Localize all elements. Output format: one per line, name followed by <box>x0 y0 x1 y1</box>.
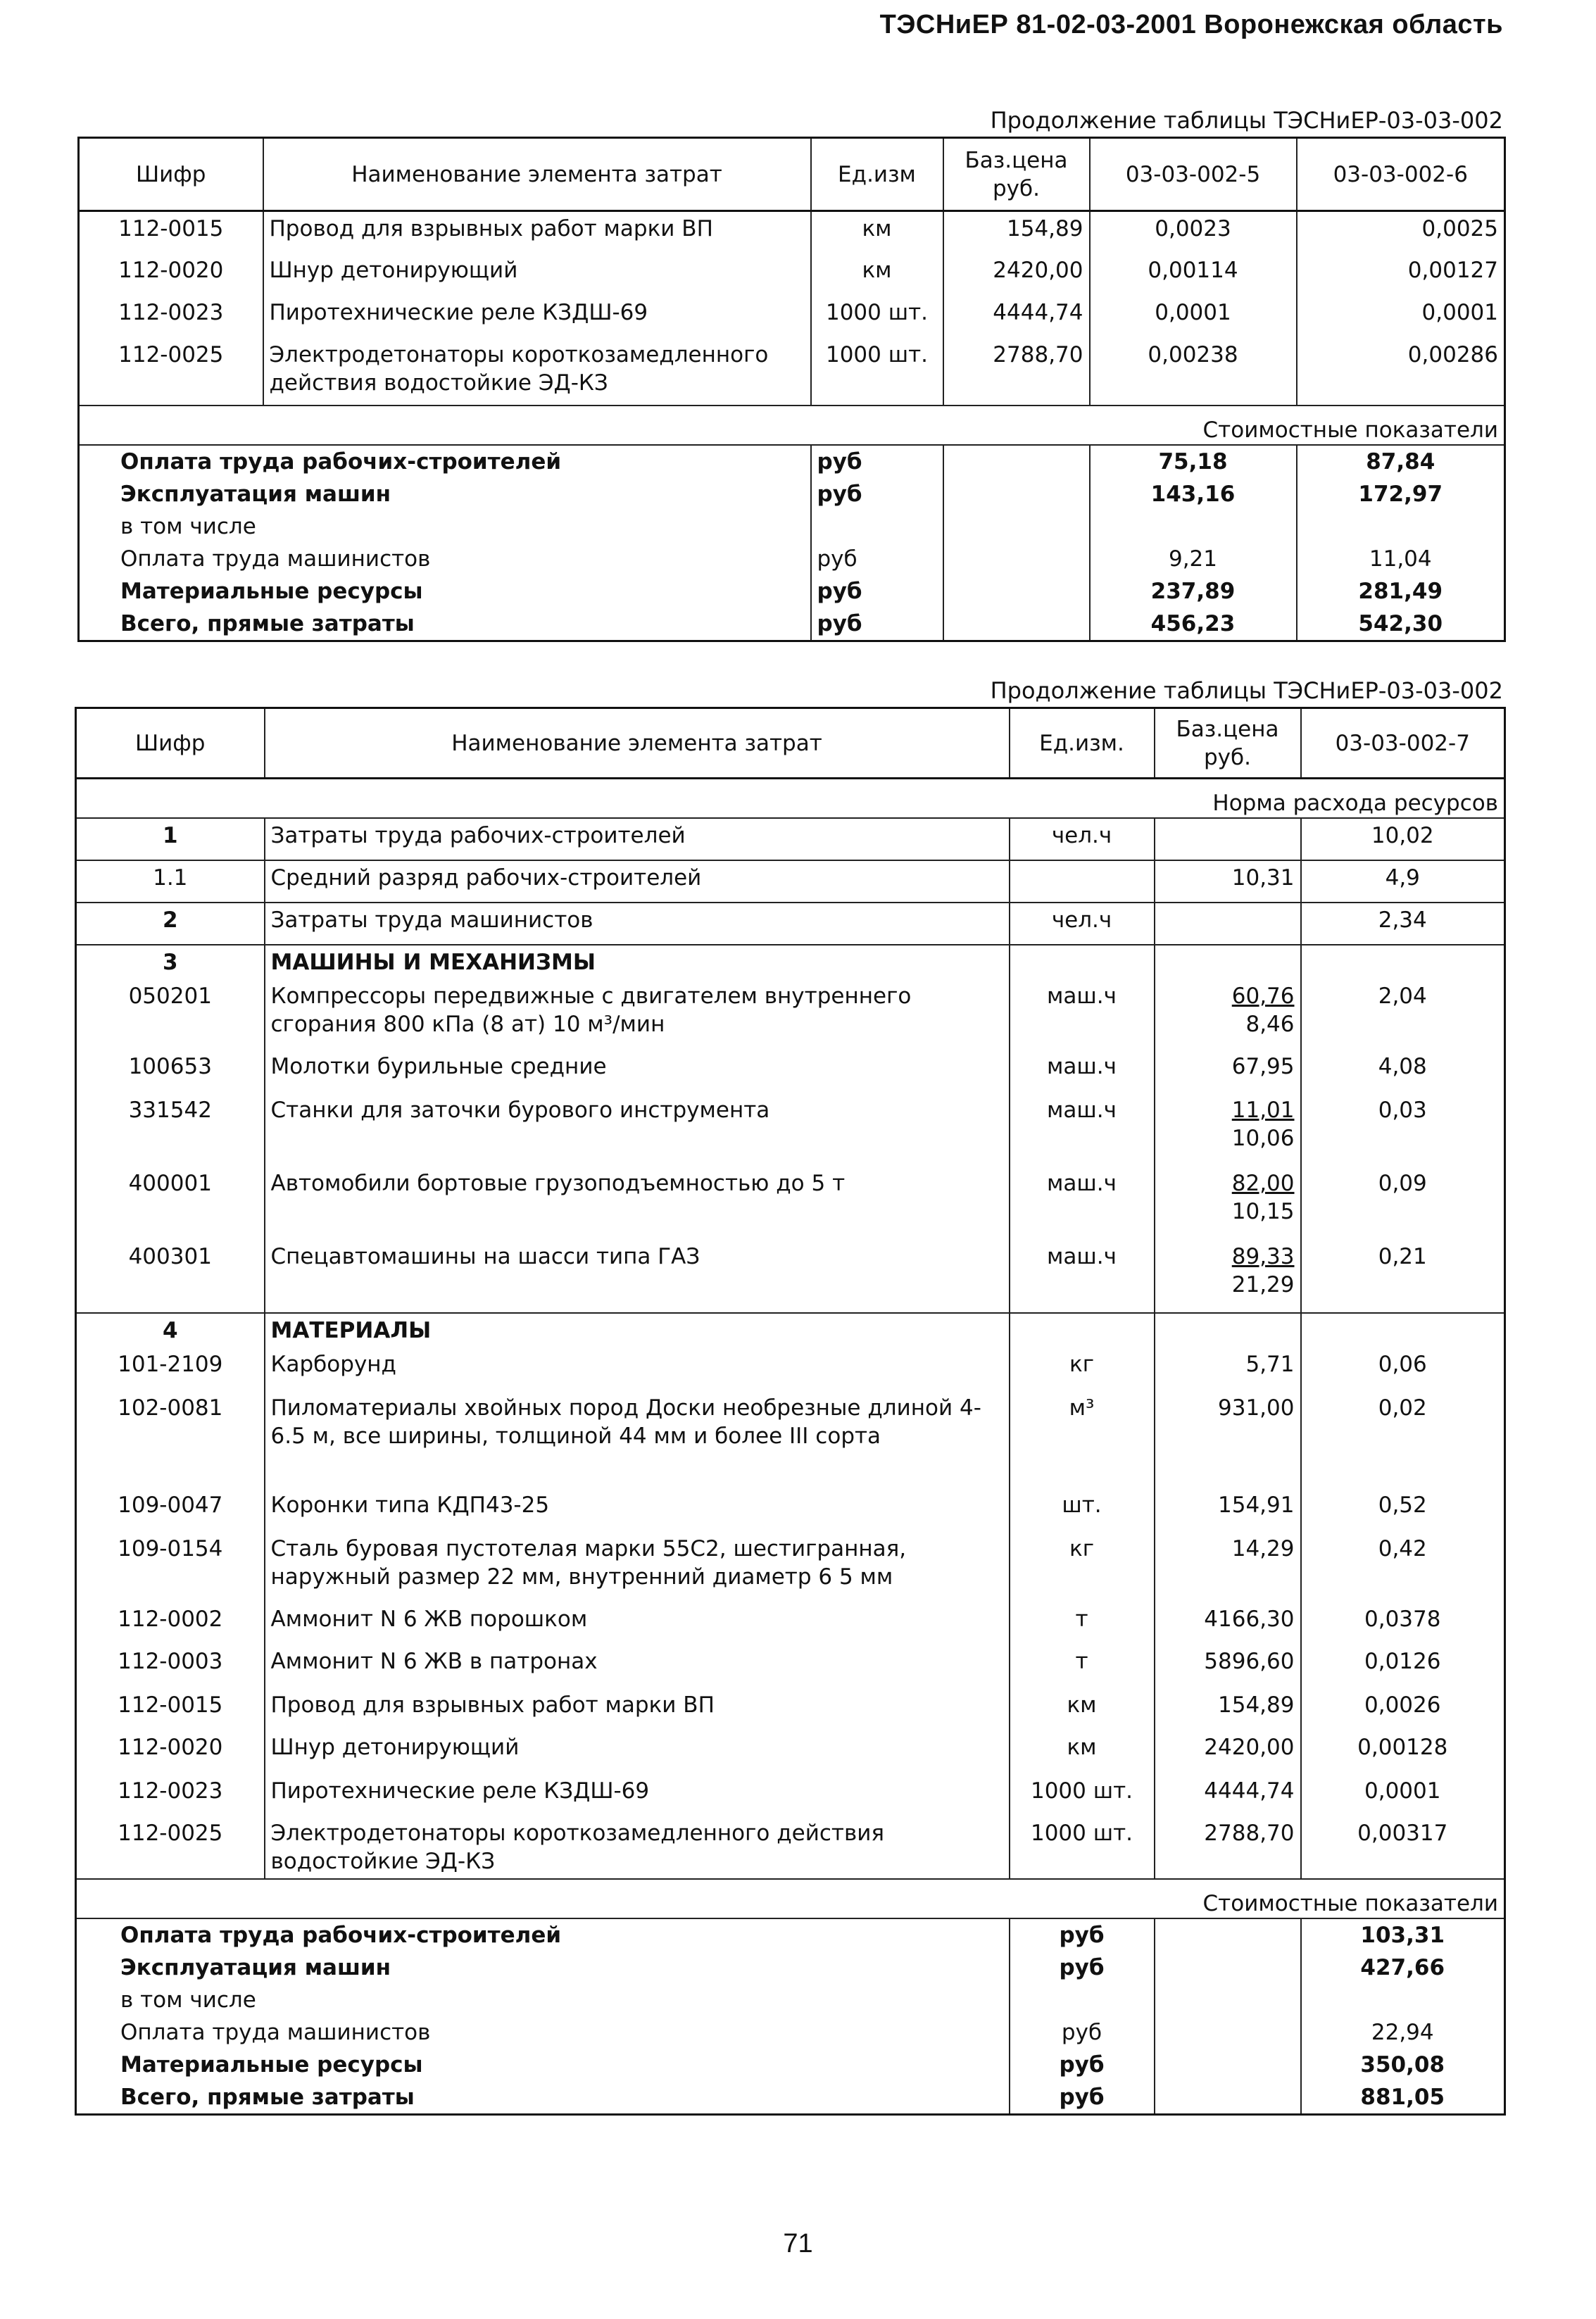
row-unit: т <box>1010 1602 1155 1645</box>
row-price <box>1155 903 1301 945</box>
table-row <box>76 1347 1505 1391</box>
row-unit: чел.ч <box>1010 903 1155 945</box>
row-unit: км <box>811 253 943 296</box>
row-unit: маш.ч <box>1010 1240 1155 1313</box>
row-name: Электродетонаторы короткозамедленного действия водостойкие ЭД-КЗ <box>265 1816 1010 1879</box>
summary-row <box>79 575 1505 608</box>
table1-section-row <box>79 406 1505 445</box>
summary-value-7: 22,94 <box>1301 2016 1505 2049</box>
materials-heading-row <box>76 1313 1505 1347</box>
row-unit: маш.ч <box>1010 1167 1155 1240</box>
table2-norm-section-label: Норма расхода ресурсов <box>76 779 1505 819</box>
row-unit <box>1010 860 1155 903</box>
summary-unit: руб <box>1010 1952 1155 1984</box>
row-code: 112-0002 <box>76 1602 265 1645</box>
row-name: Затраты труда рабочих-строителей <box>265 818 1010 860</box>
summary-value-6: 172,97 <box>1297 478 1505 510</box>
summary-unit <box>811 510 943 543</box>
row-name: Шнур детонирующий <box>265 1730 1010 1774</box>
table2-norm-section-row <box>76 779 1505 819</box>
row-value-7: 0,0378 <box>1301 1602 1505 1645</box>
row-value-6: 0,0025 <box>1297 211 1505 253</box>
row-name: Провод для взрывных работ марки ВП <box>265 1688 1010 1730</box>
table2-materials <box>76 1347 1505 1879</box>
row-name: Пиротехнические реле КЗДШ-69 <box>265 1774 1010 1816</box>
row-code: 112-0015 <box>76 1688 265 1730</box>
row-name: Шнур детонирующий <box>263 253 811 296</box>
table-row <box>79 338 1505 406</box>
row-name: Коронки типа КДП43-25 <box>265 1488 1010 1532</box>
row-code: 1 <box>76 818 265 860</box>
row-unit: маш.ч <box>1010 979 1155 1050</box>
row-code: 100653 <box>76 1050 265 1093</box>
row-code: 331542 <box>76 1093 265 1167</box>
table-row <box>76 1391 1505 1488</box>
table2-caption: Продолжение таблицы ТЭСНиЕР-03-03-002 <box>990 677 1503 704</box>
summary-empty <box>1155 1984 1301 2016</box>
summary-row <box>76 2049 1505 2081</box>
col-header-norm-7: 03-03-002-7 <box>1301 708 1505 779</box>
table2-labor <box>76 818 1505 945</box>
summary-label: Материальные ресурсы <box>79 575 811 608</box>
row-price: 10,31 <box>1155 860 1301 903</box>
summary-empty <box>943 445 1090 478</box>
row-unit: 1000 шт. <box>1010 1816 1155 1879</box>
row-name: Пиротехнические реле КЗДШ-69 <box>263 296 811 338</box>
summary-unit: руб <box>1010 2016 1155 2049</box>
table-row <box>76 1488 1505 1532</box>
table-row <box>76 1688 1505 1730</box>
row-price: 5,71 <box>1155 1347 1301 1391</box>
table-row <box>76 1050 1505 1093</box>
row-name: Спецавтомашины на шасси типа ГАЗ <box>265 1240 1010 1313</box>
table2-header-row <box>76 708 1505 779</box>
price-secondary-value: 21,29 <box>1231 1272 1295 1297</box>
summary-row <box>76 1952 1505 1984</box>
row-value-7: 0,00128 <box>1301 1730 1505 1774</box>
summary-empty <box>943 608 1090 641</box>
row-price: 2788,70 <box>943 338 1090 406</box>
row-name: Провод для взрывных работ марки ВП <box>263 211 811 253</box>
col-header-norm-5: 03-03-002-5 <box>1090 138 1297 211</box>
summary-value-5: 143,16 <box>1090 478 1297 510</box>
document-header: ТЭСНиЕР 81-02-03-2001 Воронежская область <box>879 10 1503 39</box>
table-row <box>76 1240 1505 1313</box>
table2 <box>75 707 1506 2116</box>
row-value-7: 0,09 <box>1301 1167 1505 1240</box>
row-unit: шт. <box>1010 1488 1155 1532</box>
table-row <box>76 1167 1505 1240</box>
row-unit: 1000 шт. <box>1010 1774 1155 1816</box>
summary-unit: руб <box>1010 2081 1155 2115</box>
summary-empty <box>943 510 1090 543</box>
summary-value-7: 350,08 <box>1301 2049 1505 2081</box>
summary-label: Оплата труда машинистов <box>79 543 811 575</box>
row-name: Автомобили бортовые грузоподъемностью до 5 т <box>265 1167 1010 1240</box>
row-value-7: 2,04 <box>1301 979 1505 1050</box>
summary-label: Оплата труда машинистов <box>76 2016 1010 2049</box>
row-value-7: 0,02 <box>1301 1391 1505 1488</box>
row-name: Молотки бурильные средние <box>265 1050 1010 1093</box>
price-secondary-value: 8,46 <box>1245 1012 1295 1037</box>
row-code: 400301 <box>76 1240 265 1313</box>
row-value-7: 0,0001 <box>1301 1774 1505 1816</box>
table-row <box>76 979 1505 1050</box>
row-price: 154,89 <box>943 211 1090 253</box>
row-name: Аммонит N 6 ЖВ в патронах <box>265 1645 1010 1688</box>
row-value-5: 0,00114 <box>1090 253 1297 296</box>
table1-section-label: Стоимостные показатели <box>79 406 1505 445</box>
row-value-5: 0,0023 <box>1090 211 1297 253</box>
row-price <box>1155 818 1301 860</box>
row-code: 112-0003 <box>76 1645 265 1688</box>
summary-unit: руб <box>811 478 943 510</box>
row-name: Затраты труда машинистов <box>265 903 1010 945</box>
summary-value-7 <box>1301 1984 1505 2016</box>
summary-row <box>76 2081 1505 2115</box>
table1-summary <box>79 445 1505 641</box>
row-value-6: 0,00127 <box>1297 253 1505 296</box>
summary-value-6: 87,84 <box>1297 445 1505 478</box>
price-value: 60,76 <box>1231 983 1295 1009</box>
summary-label: в том числе <box>76 1984 1010 2016</box>
table-row <box>79 296 1505 338</box>
col-header-price: Баз.цена руб. <box>1155 708 1301 779</box>
row-value-7: 10,02 <box>1301 818 1505 860</box>
row-code: 050201 <box>76 979 265 1050</box>
row-unit: 1000 шт. <box>811 338 943 406</box>
table2-summary <box>76 1918 1505 2115</box>
row-name: Сталь буровая пустотелая марки 55С2, шестигранная, наружный размер 22 мм, внутренний диаметр 6 5 мм <box>265 1532 1010 1602</box>
table1-caption: Продолжение таблицы ТЭСНиЕР-03-03-002 <box>990 107 1503 134</box>
row-value-7: 4,9 <box>1301 860 1505 903</box>
summary-label: Материальные ресурсы <box>76 2049 1010 2081</box>
row-price: 2420,00 <box>943 253 1090 296</box>
summary-row <box>79 608 1505 641</box>
row-price: 4444,74 <box>1155 1774 1301 1816</box>
summary-value-5: 237,89 <box>1090 575 1297 608</box>
row-price: 2788,70 <box>1155 1816 1301 1879</box>
summary-empty <box>943 575 1090 608</box>
summary-value-5: 9,21 <box>1090 543 1297 575</box>
summary-unit: руб <box>811 543 943 575</box>
table-row <box>76 1532 1505 1602</box>
summary-label: Оплата труда рабочих-строителей <box>76 1918 1010 1952</box>
col-header-norm-6: 03-03-002-6 <box>1297 138 1505 211</box>
materials-code: 4 <box>76 1313 265 1347</box>
row-code: 112-0020 <box>79 253 263 296</box>
summary-value-5: 456,23 <box>1090 608 1297 641</box>
machines-title: МАШИНЫ И МЕХАНИЗМЫ <box>265 945 1010 979</box>
row-value-6: 0,00286 <box>1297 338 1505 406</box>
table-row <box>76 860 1505 903</box>
summary-row <box>76 2016 1505 2049</box>
summary-row <box>79 445 1505 478</box>
summary-unit <box>1010 1984 1155 2016</box>
row-code: 112-0020 <box>76 1730 265 1774</box>
summary-value-5 <box>1090 510 1297 543</box>
row-value-7: 0,06 <box>1301 1347 1505 1391</box>
price-secondary-value: 10,15 <box>1231 1199 1295 1224</box>
table-row <box>76 1730 1505 1774</box>
row-code: 112-0025 <box>79 338 263 406</box>
row-value-7: 0,52 <box>1301 1488 1505 1532</box>
row-value-7: 0,0026 <box>1301 1688 1505 1730</box>
row-unit: т <box>1010 1645 1155 1688</box>
summary-label: Оплата труда рабочих-строителей <box>79 445 811 478</box>
summary-label: Всего, прямые затраты <box>79 608 811 641</box>
summary-label: Всего, прямые затраты <box>76 2081 1010 2115</box>
row-price <box>1155 979 1301 1050</box>
row-unit: м³ <box>1010 1391 1155 1488</box>
col-header-unit: Ед.изм <box>811 138 943 211</box>
table-row <box>79 253 1505 296</box>
row-code: 101-2109 <box>76 1347 265 1391</box>
row-unit: кг <box>1010 1532 1155 1602</box>
row-code: 109-0154 <box>76 1532 265 1602</box>
row-value-5: 0,0001 <box>1090 296 1297 338</box>
summary-label: Эксплуатация машин <box>76 1952 1010 1984</box>
row-price: 4166,30 <box>1155 1602 1301 1645</box>
summary-value-6: 542,30 <box>1297 608 1505 641</box>
summary-label: Эксплуатация машин <box>79 478 811 510</box>
row-name: Пиломатериалы хвойных пород Доски необрезные длиной 4-6.5 м, все ширины, толщиной 44 мм и более III сорта <box>265 1391 1010 1488</box>
col-header-code: Шифр <box>79 138 263 211</box>
row-price: 14,29 <box>1155 1532 1301 1602</box>
price-value: 11,01 <box>1231 1098 1295 1123</box>
summary-value-6: 281,49 <box>1297 575 1505 608</box>
summary-value-6: 11,04 <box>1297 543 1505 575</box>
price-value: 67,95 <box>1231 1054 1295 1079</box>
summary-row <box>79 510 1505 543</box>
summary-unit: руб <box>811 608 943 641</box>
table-row <box>76 1093 1505 1167</box>
table-row <box>76 1774 1505 1816</box>
row-value-7: 4,08 <box>1301 1050 1505 1093</box>
col-header-name: Наименование элемента затрат <box>265 708 1010 779</box>
summary-value-5: 75,18 <box>1090 445 1297 478</box>
row-price <box>1155 1093 1301 1167</box>
row-value-6: 0,0001 <box>1297 296 1505 338</box>
table-row <box>76 1816 1505 1879</box>
row-price: 154,91 <box>1155 1488 1301 1532</box>
row-code: 112-0015 <box>79 211 263 253</box>
row-name: Карборунд <box>265 1347 1010 1391</box>
row-price: 4444,74 <box>943 296 1090 338</box>
table2-section-label: Стоимостные показатели <box>76 1879 1505 1918</box>
summary-unit: руб <box>1010 2049 1155 2081</box>
summary-empty <box>1155 1952 1301 1984</box>
summary-row <box>79 478 1505 510</box>
price-value: 89,33 <box>1231 1244 1295 1269</box>
summary-empty <box>1155 2016 1301 2049</box>
summary-row <box>76 1984 1505 2016</box>
row-code: 1.1 <box>76 860 265 903</box>
summary-empty <box>1155 1918 1301 1952</box>
price-secondary-value: 10,06 <box>1231 1126 1295 1151</box>
row-code: 112-0023 <box>76 1774 265 1816</box>
row-name: Средний разряд рабочих-строителей <box>265 860 1010 903</box>
row-price: 931,00 <box>1155 1391 1301 1488</box>
summary-unit: руб <box>811 575 943 608</box>
table-row <box>79 211 1505 253</box>
summary-empty <box>1155 2081 1301 2115</box>
page-number: 71 <box>783 2229 813 2258</box>
summary-unit: руб <box>1010 1918 1155 1952</box>
row-code: 102-0081 <box>76 1391 265 1488</box>
price-value: 82,00 <box>1231 1171 1295 1196</box>
summary-empty <box>1155 2049 1301 2081</box>
row-value-7: 0,03 <box>1301 1093 1505 1167</box>
row-unit: 1000 шт. <box>811 296 943 338</box>
summary-value-6 <box>1297 510 1505 543</box>
row-value-7: 0,21 <box>1301 1240 1505 1313</box>
summary-value-7: 103,31 <box>1301 1918 1505 1952</box>
row-name: Электродетонаторы короткозамедленного действия водостойкие ЭД-КЗ <box>263 338 811 406</box>
row-price <box>1155 1050 1301 1093</box>
row-value-7: 0,00317 <box>1301 1816 1505 1879</box>
table-row <box>76 818 1505 860</box>
row-name: Компрессоры передвижные с двигателем внутреннего сгорания 800 кПа (8 ат) 10 м³/мин <box>265 979 1010 1050</box>
summary-label: в том числе <box>79 510 811 543</box>
table-row <box>76 903 1505 945</box>
machines-code: 3 <box>76 945 265 979</box>
row-price <box>1155 1240 1301 1313</box>
summary-value-7: 881,05 <box>1301 2081 1505 2115</box>
col-header-unit: Ед.изм. <box>1010 708 1155 779</box>
col-header-price: Баз.цена руб. <box>943 138 1090 211</box>
table1-header-row <box>79 138 1505 211</box>
summary-unit: руб <box>811 445 943 478</box>
row-price <box>1155 1167 1301 1240</box>
materials-title: МАТЕРИАЛЫ <box>265 1313 1010 1347</box>
row-code: 112-0023 <box>79 296 263 338</box>
row-value-7: 0,0126 <box>1301 1645 1505 1688</box>
summary-row <box>76 1918 1505 1952</box>
row-value-7: 2,34 <box>1301 903 1505 945</box>
summary-row <box>79 543 1505 575</box>
table1 <box>77 137 1506 642</box>
row-code: 2 <box>76 903 265 945</box>
row-value-5: 0,00238 <box>1090 338 1297 406</box>
summary-empty <box>943 478 1090 510</box>
row-unit: км <box>811 211 943 253</box>
row-unit: кг <box>1010 1347 1155 1391</box>
row-price: 2420,00 <box>1155 1730 1301 1774</box>
row-unit: маш.ч <box>1010 1050 1155 1093</box>
row-name: Аммонит N 6 ЖВ порошком <box>265 1602 1010 1645</box>
summary-empty <box>943 543 1090 575</box>
row-unit: чел.ч <box>1010 818 1155 860</box>
row-unit: км <box>1010 1688 1155 1730</box>
machines-heading-row <box>76 945 1505 979</box>
row-unit: маш.ч <box>1010 1093 1155 1167</box>
table-row <box>76 1602 1505 1645</box>
table-row <box>76 1645 1505 1688</box>
row-unit: км <box>1010 1730 1155 1774</box>
table2-section-row <box>76 1879 1505 1918</box>
row-code: 109-0047 <box>76 1488 265 1532</box>
row-name: Станки для заточки бурового инструмента <box>265 1093 1010 1167</box>
row-code: 112-0025 <box>76 1816 265 1879</box>
row-price: 154,89 <box>1155 1688 1301 1730</box>
row-price: 5896,60 <box>1155 1645 1301 1688</box>
row-code: 400001 <box>76 1167 265 1240</box>
col-header-name: Наименование элемента затрат <box>263 138 811 211</box>
summary-value-7: 427,66 <box>1301 1952 1505 1984</box>
col-header-code: Шифр <box>76 708 265 779</box>
table1-rows <box>79 211 1505 406</box>
row-value-7: 0,42 <box>1301 1532 1505 1602</box>
table2-machines <box>76 979 1505 1313</box>
